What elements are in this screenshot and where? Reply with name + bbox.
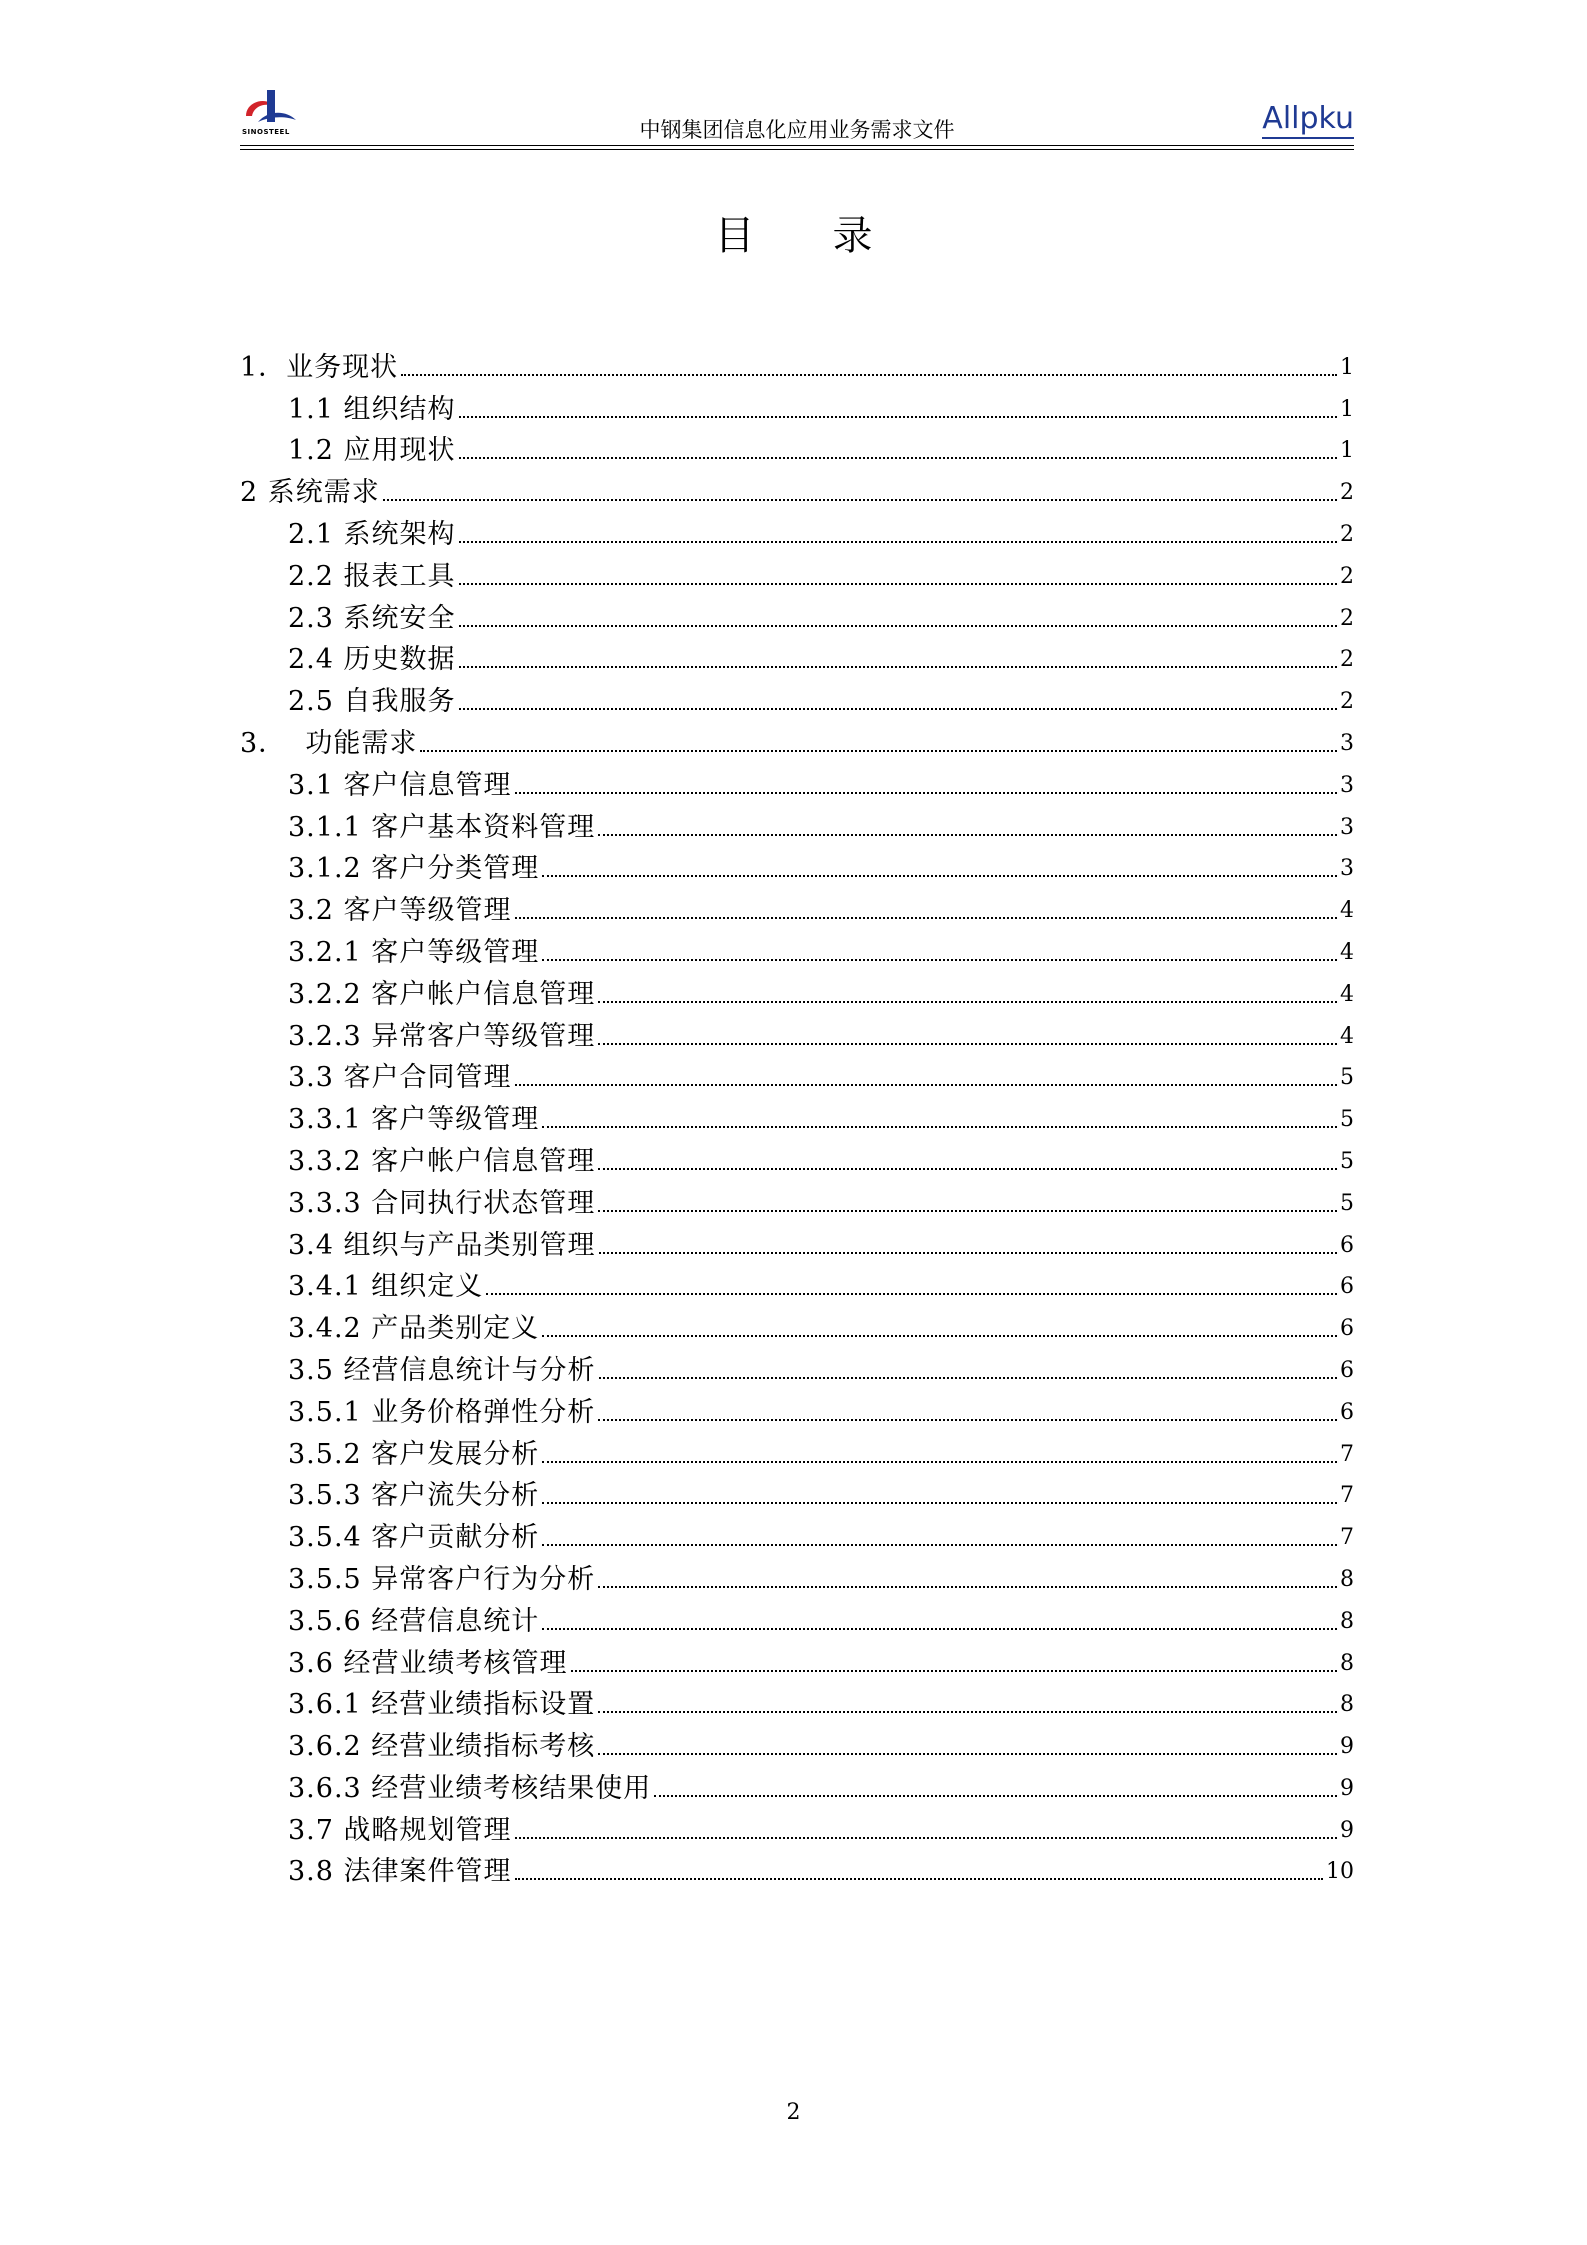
- toc-entry-page: 4: [1340, 939, 1354, 965]
- toc-entry[interactable]: [240, 1597, 1354, 1639]
- toc-entry-page: 5: [1340, 1190, 1354, 1216]
- toc-leader-dots: [486, 1293, 1337, 1295]
- toc-leader-dots: [599, 1377, 1337, 1379]
- toc-entry[interactable]: [240, 594, 1354, 636]
- toc-leader-dots: [542, 1126, 1337, 1128]
- toc-entry[interactable]: [240, 1513, 1354, 1555]
- toc-entry[interactable]: [240, 1137, 1354, 1179]
- toc-entry-page: 3: [1340, 772, 1354, 798]
- toc-leader-dots: [459, 583, 1337, 585]
- toc-entry-page: 4: [1340, 981, 1354, 1007]
- toc-leader-dots: [654, 1795, 1337, 1797]
- toc-entry-label: 3.8 法律案件管理: [288, 1856, 512, 1888]
- toc-leader-dots: [598, 1586, 1337, 1588]
- toc-leader-dots: [459, 708, 1337, 710]
- toc-leader-dots: [598, 834, 1337, 836]
- toc-leader-dots: [542, 875, 1337, 877]
- toc-leader-dots: [542, 1335, 1337, 1337]
- toc-entry-page: 7: [1340, 1483, 1354, 1509]
- toc-entry-page: 2: [1340, 480, 1354, 506]
- toc-entry-label: 2.1 系统架构: [288, 518, 456, 550]
- toc-entry-page: 2: [1340, 689, 1354, 715]
- toc-entry-page: 1: [1340, 354, 1354, 380]
- toc-entry-page: 4: [1340, 1023, 1354, 1049]
- toc-entry[interactable]: [240, 1304, 1354, 1346]
- toc-leader-dots: [459, 666, 1337, 668]
- toc-entry-label: 3.6.2 经营业绩指标考核: [288, 1731, 596, 1763]
- logo-underline: [1262, 137, 1354, 139]
- toc-entry-label: 3.4 组织与产品类别管理: [288, 1229, 596, 1261]
- toc-entry[interactable]: [240, 1555, 1354, 1597]
- toc-entry-label: 3.6.3 经营业绩考核结果使用: [288, 1772, 652, 1804]
- toc-entry[interactable]: [240, 385, 1354, 427]
- toc-entry-page: 8: [1340, 1650, 1354, 1676]
- toc-entry-label: 3.5.4 客户贡献分析: [288, 1522, 540, 1554]
- toc-entry-label: 3.3.2 客户帐户信息管理: [288, 1145, 596, 1177]
- toc-entry-page: 5: [1340, 1148, 1354, 1174]
- toc-leader-dots: [542, 1461, 1337, 1463]
- toc-entry[interactable]: [240, 636, 1354, 678]
- toc-entry[interactable]: [240, 928, 1354, 970]
- toc-entry[interactable]: [240, 1054, 1354, 1096]
- toc-entry-page: 1: [1340, 438, 1354, 464]
- toc-entry[interactable]: [240, 1806, 1354, 1848]
- allpku-logo: [1262, 101, 1354, 136]
- toc-leader-dots: [515, 1837, 1337, 1839]
- toc-entry-label: 3.6.1 经营业绩指标设置: [288, 1689, 596, 1721]
- toc-leader-dots: [598, 1210, 1337, 1212]
- table-of-contents: [240, 343, 1354, 1889]
- toc-entry-page: 10: [1326, 1859, 1354, 1885]
- toc-entry-page: 6: [1340, 1357, 1354, 1383]
- toc-entry[interactable]: [240, 1722, 1354, 1764]
- toc-leader-dots: [459, 541, 1337, 543]
- toc-entry-label: 3.2.2 客户帐户信息管理: [288, 978, 596, 1010]
- toc-entry-page: 6: [1340, 1399, 1354, 1425]
- toc-entry-label: 2.5 自我服务: [288, 686, 456, 718]
- toc-entry-page: 3: [1340, 814, 1354, 840]
- toc-entry-page: 2: [1340, 647, 1354, 673]
- toc-leader-dots: [459, 625, 1337, 627]
- toc-entry[interactable]: [240, 886, 1354, 928]
- toc-entry-page: 6: [1340, 1232, 1354, 1258]
- toc-leader-dots: [420, 750, 1337, 752]
- toc-entry-label: 2.3 系统安全: [288, 602, 456, 634]
- toc-entry-page: 8: [1340, 1692, 1354, 1718]
- toc-entry-page: 6: [1340, 1274, 1354, 1300]
- toc-entry-label: 2.4 历史数据: [288, 644, 456, 676]
- toc-entry-label: 3.2 客户等级管理: [288, 895, 512, 927]
- toc-entry-label: 3.3 客户合同管理: [288, 1062, 512, 1094]
- toc-entry[interactable]: [240, 719, 1354, 761]
- toc-entry[interactable]: [240, 1848, 1354, 1890]
- toc-entry[interactable]: [240, 1179, 1354, 1221]
- toc-entry[interactable]: [240, 1472, 1354, 1514]
- toc-entry[interactable]: [240, 1681, 1354, 1723]
- toc-entry[interactable]: [240, 343, 1354, 385]
- toc-entry-label: 1.1 组织结构: [288, 393, 456, 425]
- toc-entry-label: 1.2 应用现状: [288, 435, 456, 467]
- toc-entry-label: 3.7 战略规划管理: [288, 1814, 512, 1846]
- toc-entry[interactable]: [240, 1346, 1354, 1388]
- toc-entry-page: 2: [1340, 563, 1354, 589]
- toc-entry-label: 3.5.1 业务价格弹性分析: [288, 1396, 596, 1428]
- allpku-logo-text: Allpku: [1262, 101, 1354, 136]
- toc-entry-label: 3.5.2 客户发展分析: [288, 1438, 540, 1470]
- toc-leader-dots: [598, 1711, 1337, 1713]
- toc-entry-label: 2.2 报表工具: [288, 560, 456, 592]
- toc-entry-page: 7: [1340, 1525, 1354, 1551]
- toc-entry[interactable]: [240, 1430, 1354, 1472]
- toc-entry-label: 1．业务现状: [240, 351, 399, 383]
- page-header: [240, 92, 1354, 148]
- toc-entry-label: 3.1.1 客户基本资料管理: [288, 811, 596, 843]
- toc-leader-dots: [542, 959, 1337, 961]
- toc-entry[interactable]: [240, 970, 1354, 1012]
- toc-leader-dots: [542, 1628, 1337, 1630]
- toc-entry-label: 3.5.6 经营信息统计: [288, 1605, 540, 1637]
- toc-entry[interactable]: [240, 677, 1354, 719]
- toc-entry-page: 8: [1340, 1566, 1354, 1592]
- toc-entry-page: 9: [1340, 1775, 1354, 1801]
- toc-entry-label: 3.3.3 合同执行状态管理: [288, 1187, 596, 1219]
- toc-entry-page: 9: [1340, 1734, 1354, 1760]
- toc-entry-label: 3.1 客户信息管理: [288, 769, 512, 801]
- toc-entry[interactable]: [240, 1221, 1354, 1263]
- toc-entry-page: 1: [1340, 396, 1354, 422]
- toc-entry-label: 3.2.3 异常客户等级管理: [288, 1020, 596, 1052]
- toc-entry[interactable]: [240, 552, 1354, 594]
- toc-entry[interactable]: [240, 1639, 1354, 1681]
- toc-entry[interactable]: [240, 1095, 1354, 1137]
- toc-entry-page: 6: [1340, 1316, 1354, 1342]
- toc-entry-page: 5: [1340, 1107, 1354, 1133]
- toc-entry-label: 3.5.3 客户流失分析: [288, 1480, 540, 1512]
- toc-entry[interactable]: [240, 845, 1354, 887]
- toc-leader-dots: [515, 917, 1337, 919]
- toc-entry-page: 7: [1340, 1441, 1354, 1467]
- toc-leader-dots: [598, 1753, 1337, 1755]
- toc-entry-page: 5: [1340, 1065, 1354, 1091]
- toc-entry-page: 3: [1340, 730, 1354, 756]
- toc-leader-dots: [599, 1252, 1337, 1254]
- toc-leader-dots: [542, 1502, 1337, 1504]
- toc-entry[interactable]: [240, 510, 1354, 552]
- toc-entry-page: 9: [1340, 1817, 1354, 1843]
- toc-leader-dots: [571, 1670, 1337, 1672]
- toc-entry-page: 2: [1340, 521, 1354, 547]
- toc-entry-label: 3.2.1 客户等级管理: [288, 936, 540, 968]
- toc-entry[interactable]: [240, 1388, 1354, 1430]
- toc-entry[interactable]: [240, 761, 1354, 803]
- toc-entry-label: 3.6 经营业绩考核管理: [288, 1647, 568, 1679]
- toc-entry-page: 4: [1340, 898, 1354, 924]
- toc-entry-page: 2: [1340, 605, 1354, 631]
- document-header-title: 中钢集团信息化应用业务需求文件: [639, 118, 955, 142]
- page-number: 2: [786, 2100, 801, 2125]
- logo-caption: SINOSTEEL: [242, 128, 290, 136]
- toc-entry-label: 3.4.2 产品类别定义: [288, 1313, 540, 1345]
- toc-entry-label: 3.5.5 异常客户行为分析: [288, 1563, 596, 1595]
- toc-entry-page: 8: [1340, 1608, 1354, 1634]
- toc-entry[interactable]: [240, 468, 1354, 510]
- toc-leader-dots: [515, 1878, 1323, 1880]
- toc-leader-dots: [598, 1419, 1337, 1421]
- toc-leader-dots: [459, 416, 1337, 418]
- header-rule: [240, 145, 1354, 146]
- toc-leader-dots: [598, 1168, 1337, 1170]
- toc-leader-dots: [515, 1084, 1337, 1086]
- toc-title: 目录: [714, 213, 951, 259]
- toc-leader-dots: [515, 792, 1337, 794]
- toc-entry[interactable]: [240, 803, 1354, 845]
- header-rule-thin: [240, 149, 1354, 150]
- toc-leader-dots: [401, 374, 1337, 376]
- toc-leader-dots: [542, 1544, 1337, 1546]
- toc-entry-label: 3.1.2 客户分类管理: [288, 853, 540, 885]
- toc-entry[interactable]: [240, 427, 1354, 469]
- toc-entry[interactable]: [240, 1263, 1354, 1305]
- toc-entry-label: 3.4.1 组织定义: [288, 1271, 484, 1303]
- toc-entry-label: 3.3.1 客户等级管理: [288, 1104, 540, 1136]
- toc-leader-dots: [598, 1043, 1337, 1045]
- toc-leader-dots: [459, 457, 1337, 459]
- toc-entry[interactable]: [240, 1764, 1354, 1806]
- toc-entry-page: 3: [1340, 856, 1354, 882]
- toc-entry-label: 2 系统需求: [240, 477, 380, 509]
- toc-entry[interactable]: [240, 1012, 1354, 1054]
- toc-leader-dots: [383, 499, 1337, 501]
- toc-leader-dots: [598, 1001, 1337, 1003]
- toc-entry-label: 3.5 经营信息统计与分析: [288, 1354, 596, 1386]
- toc-entry-label: 3． 功能需求: [240, 727, 418, 759]
